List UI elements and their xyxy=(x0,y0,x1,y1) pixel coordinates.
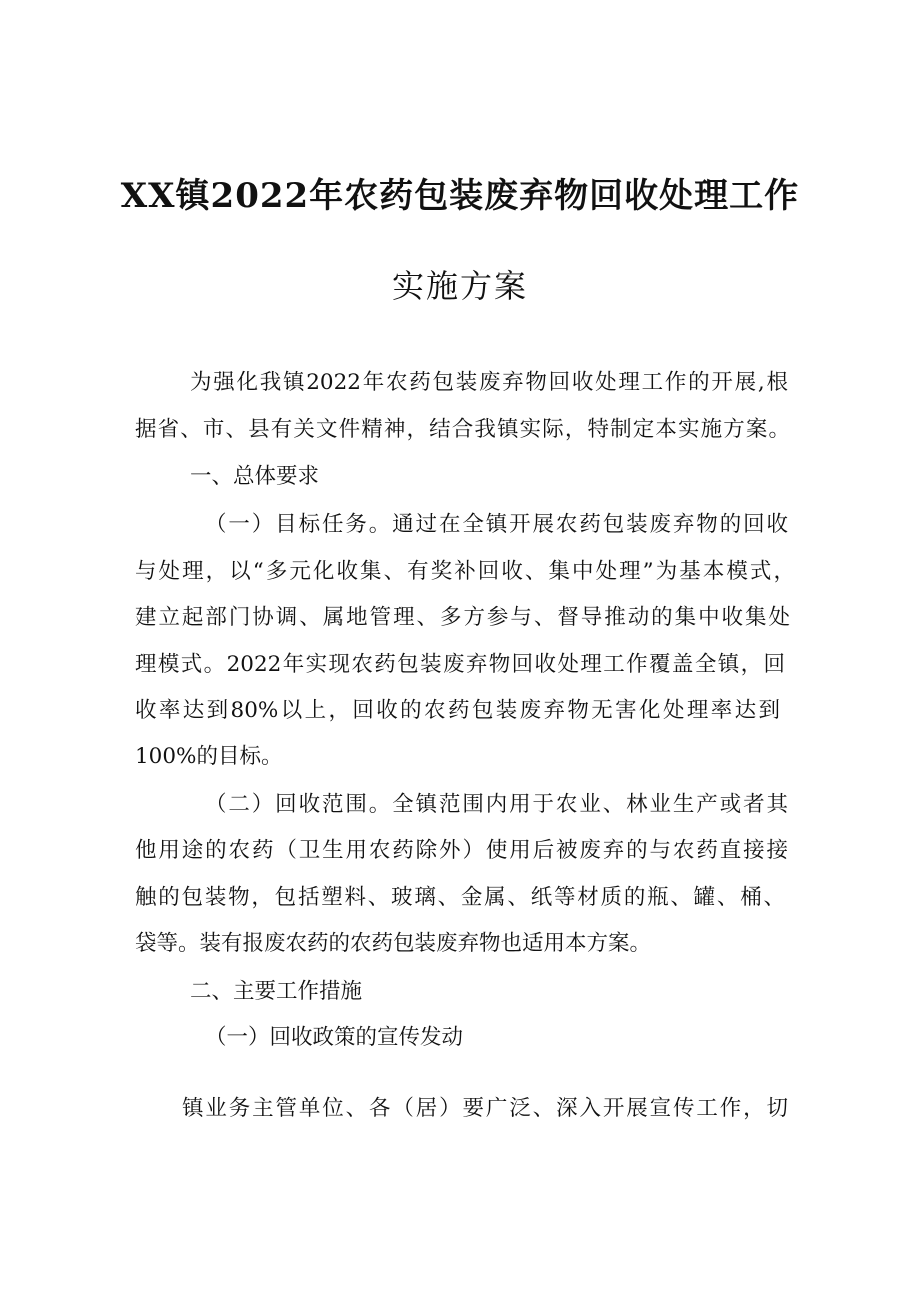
paragraph-goal-line-4: 理模式。2022年实现农药包装废弃物回收处理工作覆盖全镇，回 xyxy=(135,652,785,677)
paragraph-scope-line-4: 袋等。装有报废农药的农药包装废弃物也适用本方案。 xyxy=(135,931,652,956)
document-title-line-2: 实施方案 xyxy=(391,267,528,305)
paragraph-goal-line-1: （一）目标任务。通过在全镇开展农药包装废弃物的回收 xyxy=(205,512,788,537)
paragraph-goal-line-3: 建立起部门协调、属地管理、多方参与、督导推动的集中收集处 xyxy=(135,605,790,630)
paragraph-intro-line-1: 为强化我镇2022年农药包装废弃物回收处理工作的开展,根 xyxy=(190,370,788,395)
subsection-heading-publicity: （一）回收政策的宣传发动 xyxy=(205,1025,464,1050)
paragraph-publicity-line-1: 镇业务主管单位、各（居）要广泛、深入开展宣传工作，切 xyxy=(182,1096,788,1121)
section-heading-1: 一、总体要求 xyxy=(190,464,320,489)
paragraph-scope-line-2: 他用途的农药（卫生用农药除外）使用后被废弃的与农药直接接 xyxy=(135,838,788,863)
paragraph-goal-line-6: 100%的目标。 xyxy=(135,744,283,769)
paragraph-scope-line-3: 触的包装物，包括塑料、玻璃、金属、纸等材质的瓶、罐、桶、 xyxy=(135,885,785,910)
section-heading-2: 二、主要工作措施 xyxy=(190,979,363,1004)
paragraph-goal-line-5: 收率达到80%以上，回收的农药包装废弃物无害化处理率达到 xyxy=(135,698,780,723)
paragraph-scope-line-1: （二）回收范围。全镇范围内用于农业、林业生产或者其 xyxy=(205,792,788,817)
paragraph-intro-line-2: 据省、市、县有关文件精神，结合我镇实际，特制定本实施方案。 xyxy=(135,417,790,442)
document-title-line-1: XX镇2022年农药包装废弃物回收处理工作 xyxy=(120,176,800,216)
paragraph-goal-line-2: 与处理，以“多元化收集、有奖补回收、集中处理”为基本模式， xyxy=(135,559,795,584)
